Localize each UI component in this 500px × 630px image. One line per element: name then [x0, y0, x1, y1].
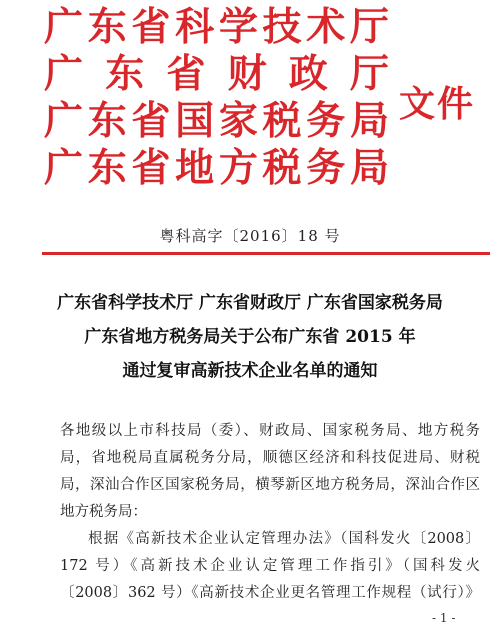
title-line: 广东省地方税务局关于公布广东省 2015 年 — [84, 327, 416, 347]
issuer-name: 广东省国家税务局 — [44, 98, 389, 144]
body-line: 局，省地税局直属税务分局，顺德区经济和科技促进局、财税 — [60, 450, 480, 466]
body-line: 172 号）《高新技术企业认定管理工作指引》（国科发火 — [60, 558, 480, 574]
body-line: 地方税务局： — [60, 504, 147, 520]
body-line: 根据《高新技术企业认定管理办法》（国科发火〔2008〕 — [88, 531, 480, 547]
red-divider — [42, 252, 490, 255]
issuer-block — [44, 4, 389, 192]
body-line: 〔2008〕362 号）《高新技术企业更名管理工作规程（试行）》 — [60, 585, 480, 601]
body-text — [60, 418, 480, 607]
title-line: 通过复审高新技术企业名单的通知 — [122, 361, 378, 381]
body-line: 各地级以上市科技局（委）、财政局、国家税务局、地方税务 — [60, 423, 480, 439]
title-line: 广东省科学技术厅 广东省财政厅 广东省国家税务局 — [57, 293, 443, 313]
issuer-name: 广东省地方税务局 — [44, 145, 389, 191]
issuer-name: 广东省科学技术厅 — [44, 4, 389, 50]
document-word: 文件 — [399, 83, 476, 125]
body-line: 局，深汕合作区国家税务局，横琴新区地方税务局，深汕合作区 — [60, 477, 480, 493]
page-number: - 1 - — [432, 611, 456, 625]
document-title — [20, 286, 480, 388]
document-number: 粤科高字〔2016〕18 号 — [159, 227, 341, 245]
issuer-name: 广东省财政厅 — [44, 51, 389, 97]
